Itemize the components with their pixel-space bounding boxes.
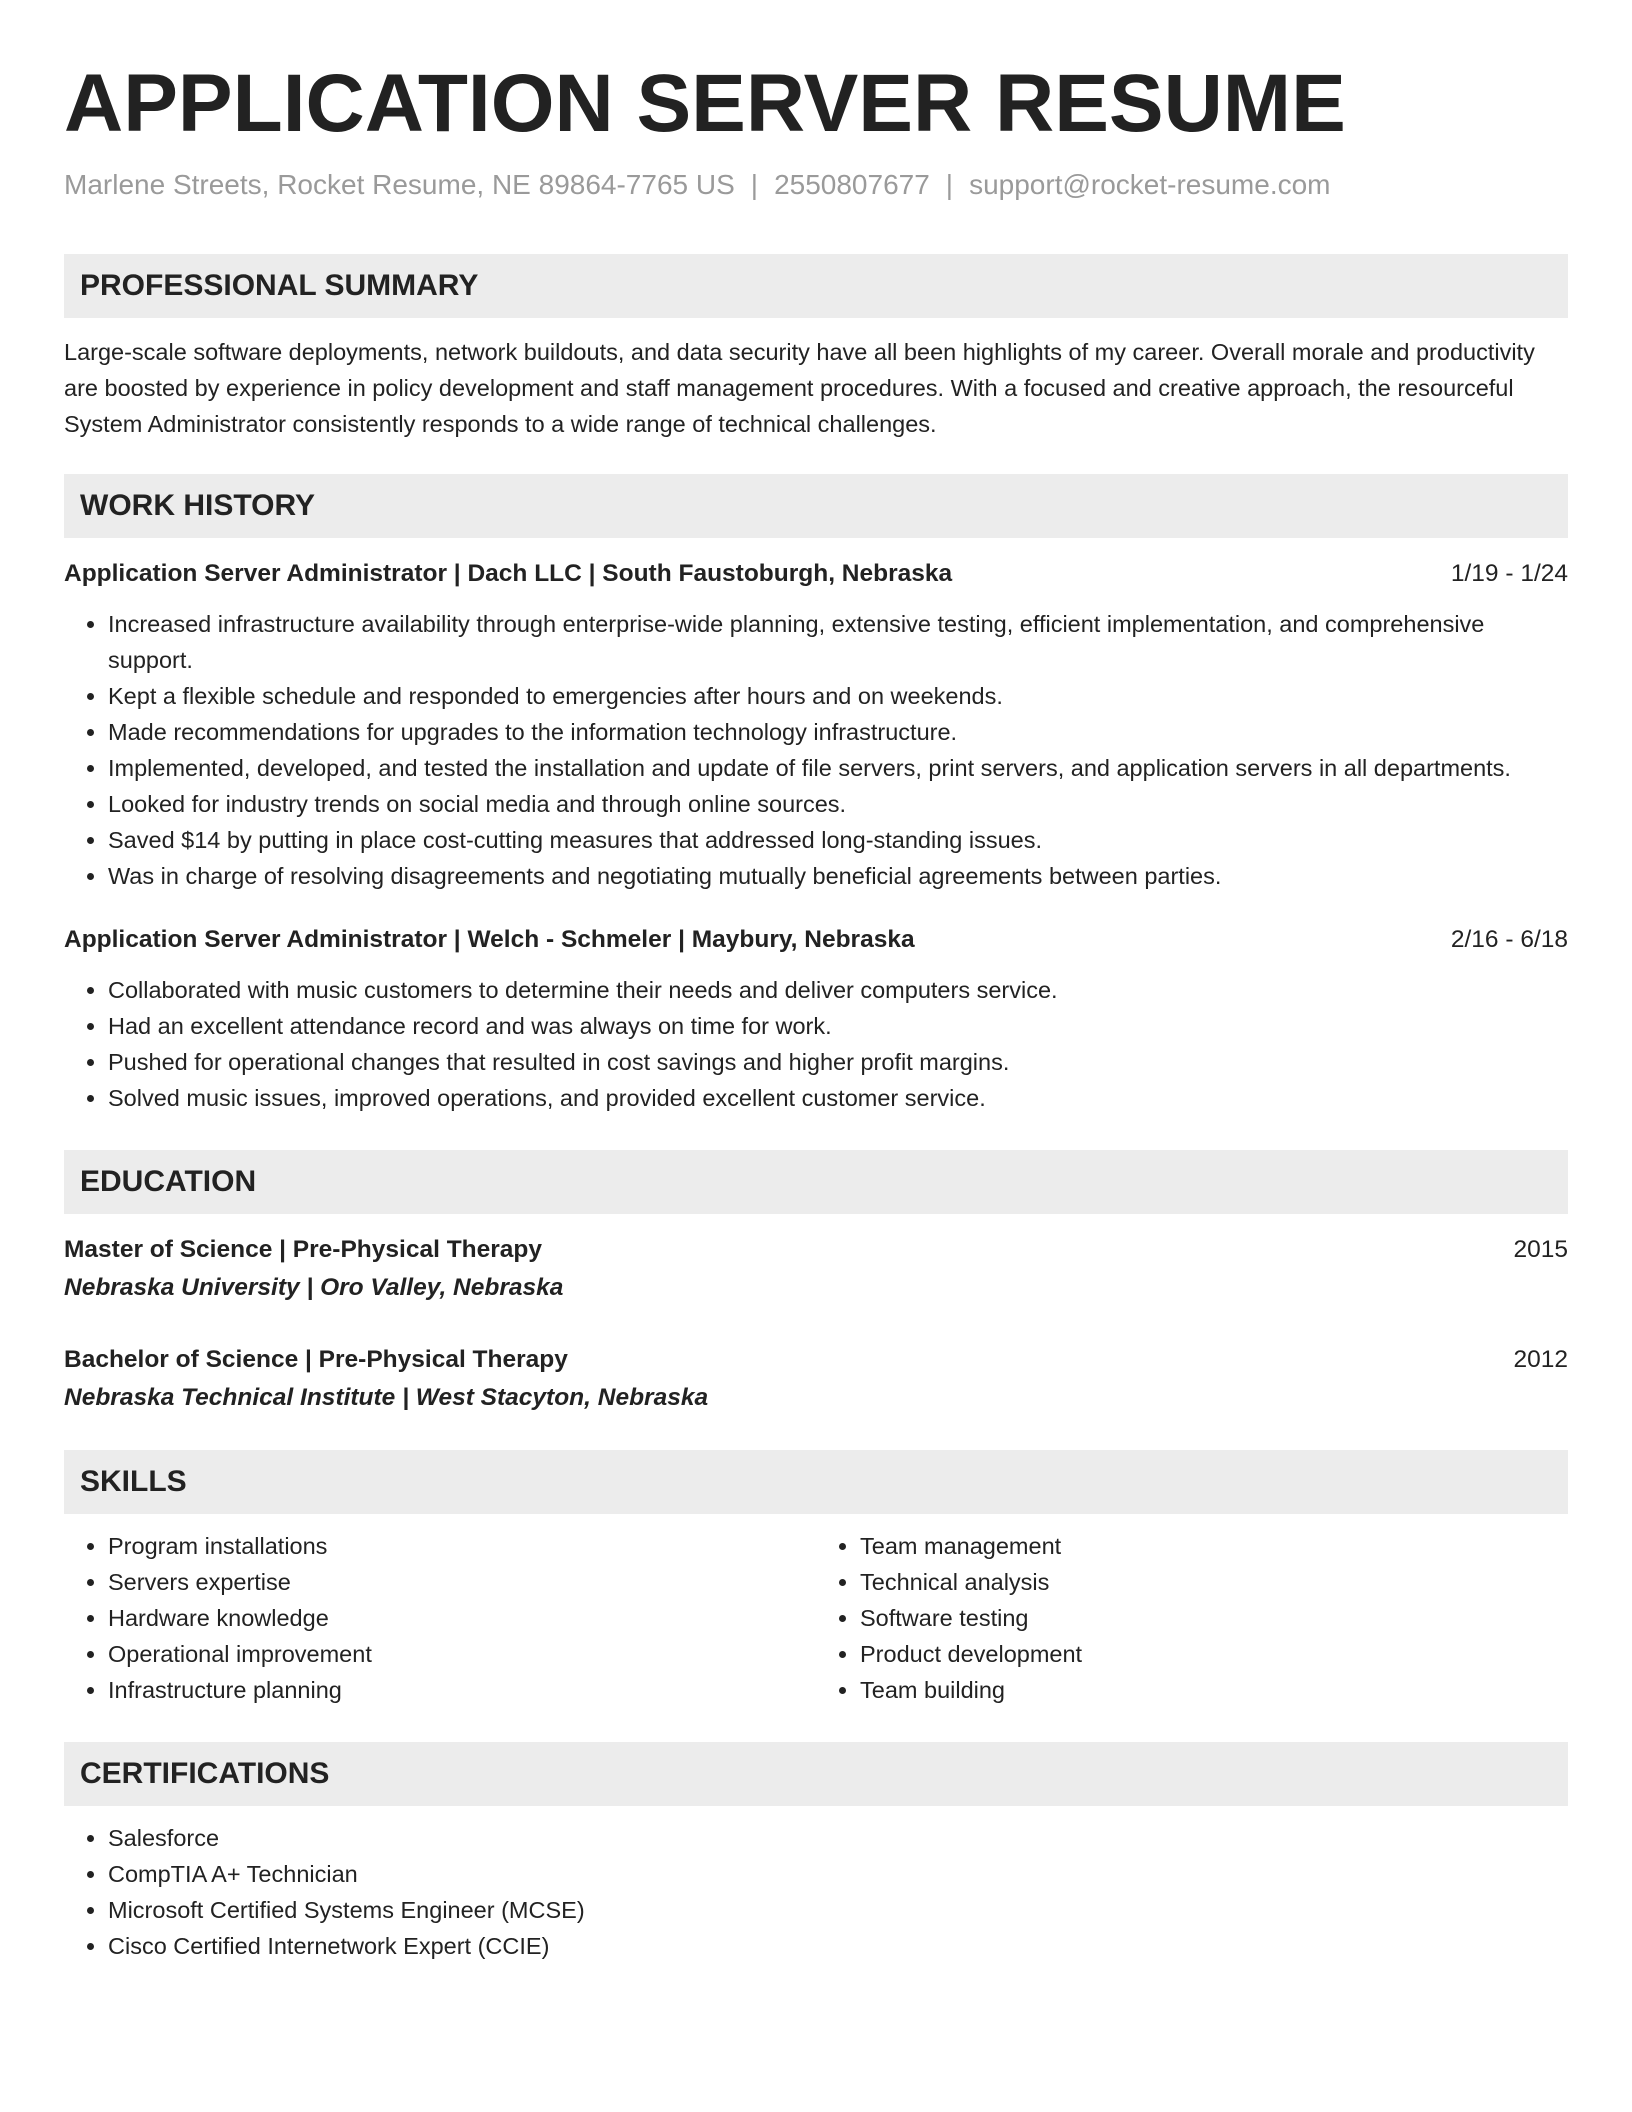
job-bullet: • Collaborated with music customers to determine their needs and deliver computers service. (108, 972, 1568, 1008)
education-entry (64, 1232, 1568, 1306)
skill-item: • Operational improvement (108, 1636, 816, 1672)
skill-item: • Program installations (108, 1528, 816, 1564)
job-bullet: • Saved $14 by putting in place cost-cutting measures that addressed long-standing issues. (108, 822, 1568, 858)
certification-item: • CompTIA A+ Technician (108, 1856, 1568, 1892)
education-degree: Master of Science | Pre-Physical Therapy (64, 1236, 543, 1263)
job-bullet: • Kept a flexible schedule and responded to emergencies after hours and on weekends. (108, 678, 1568, 714)
job-title: Application Server Administrator | Dach LLC | South Faustoburgh, Nebraska (64, 560, 953, 587)
job-bullet: • Pushed for operational changes that resulted in cost savings and higher profit margins. (108, 1044, 1568, 1080)
education-entry (64, 1342, 1568, 1416)
job-dates: 2/16 - 6/18 (1450, 926, 1568, 953)
contact-email: support@rocket-resume.com (969, 169, 1331, 200)
skill-item: • Team building (860, 1672, 1568, 1708)
education-school: Nebraska Technical Institute | West Stacyton, Nebraska (64, 1384, 709, 1411)
resume-title: APPLICATION SERVER RESUME (64, 58, 1346, 149)
job-bullets (64, 606, 1568, 894)
skills-column-right (816, 1528, 1568, 1708)
contact-phone: 2550807677 (774, 169, 930, 200)
skill-item: • Software testing (860, 1600, 1568, 1636)
section-header-summary: PROFESSIONAL SUMMARY (64, 254, 1568, 318)
skill-item: • Product development (860, 1636, 1568, 1672)
skills-column-left (64, 1528, 816, 1708)
job-entry (64, 556, 1568, 894)
job-bullet: • Was in charge of resolving disagreements and negotiating mutually beneficial agreements between parties. (108, 858, 1568, 894)
section-header-work-history: WORK HISTORY (64, 474, 1568, 538)
education-year: 2012 (1513, 1346, 1568, 1373)
skill-item: • Team management (860, 1528, 1568, 1564)
contact-line (64, 168, 1568, 202)
skill-item: • Technical analysis (860, 1564, 1568, 1600)
certification-item: • Microsoft Certified Systems Engineer (MCSE) (108, 1892, 1568, 1928)
contact-address: Marlene Streets, Rocket Resume, NE 89864-7765 US (64, 169, 735, 200)
certification-item: • Cisco Certified Internetwork Expert (CCIE) (108, 1928, 1568, 1964)
section-header-education: EDUCATION (64, 1150, 1568, 1214)
skill-item: • Hardware knowledge (108, 1600, 816, 1636)
job-bullet: • Solved music issues, improved operations, and provided excellent customer service. (108, 1080, 1568, 1116)
job-bullet: • Implemented, developed, and tested the installation and update of file servers, print servers, and application servers in all departments. (108, 750, 1568, 786)
skill-item: • Servers expertise (108, 1564, 816, 1600)
job-bullet: • Made recommendations for upgrades to the information technology infrastructure. (108, 714, 1568, 750)
skills-grid (64, 1528, 1568, 1708)
job-bullets (64, 972, 1568, 1116)
job-dates: 1/19 - 1/24 (1450, 560, 1568, 587)
job-header (64, 922, 1568, 958)
skill-item: • Infrastructure planning (108, 1672, 816, 1708)
job-bullet: • Had an excellent attendance record and was always on time for work. (108, 1008, 1568, 1044)
education-header (64, 1342, 1568, 1378)
contact-separator: | (945, 169, 954, 200)
job-bullet: • Increased infrastructure availability through enterprise-wide planning, extensive testing, efficient implementation, and comprehensive support. (108, 606, 1568, 678)
contact-separator: | (750, 169, 759, 200)
job-entry (64, 922, 1568, 1116)
job-bullet: • Looked for industry trends on social media and through online sources. (108, 786, 1568, 822)
job-title: Application Server Administrator | Welch - Schmeler | Maybury, Nebraska (64, 926, 915, 953)
section-header-certifications: CERTIFICATIONS (64, 1742, 1568, 1806)
education-degree: Bachelor of Science | Pre-Physical Therapy (64, 1346, 568, 1373)
job-header (64, 556, 1568, 592)
education-year: 2015 (1513, 1236, 1568, 1263)
education-school: Nebraska University | Oro Valley, Nebraska (64, 1274, 564, 1301)
certifications-list (64, 1820, 1568, 1964)
section-header-skills: SKILLS (64, 1450, 1568, 1514)
certification-item: • Salesforce (108, 1820, 1568, 1856)
summary-text: Large-scale software deployments, network buildouts, and data security have all been highlights of my career. Overall morale and productivity are boosted by experience in policy development and staff management procedures. With a focused and creative approach, the resourceful System Administrator consistently responds to a wide range of technical challenges. (64, 339, 1535, 437)
education-header (64, 1232, 1568, 1268)
